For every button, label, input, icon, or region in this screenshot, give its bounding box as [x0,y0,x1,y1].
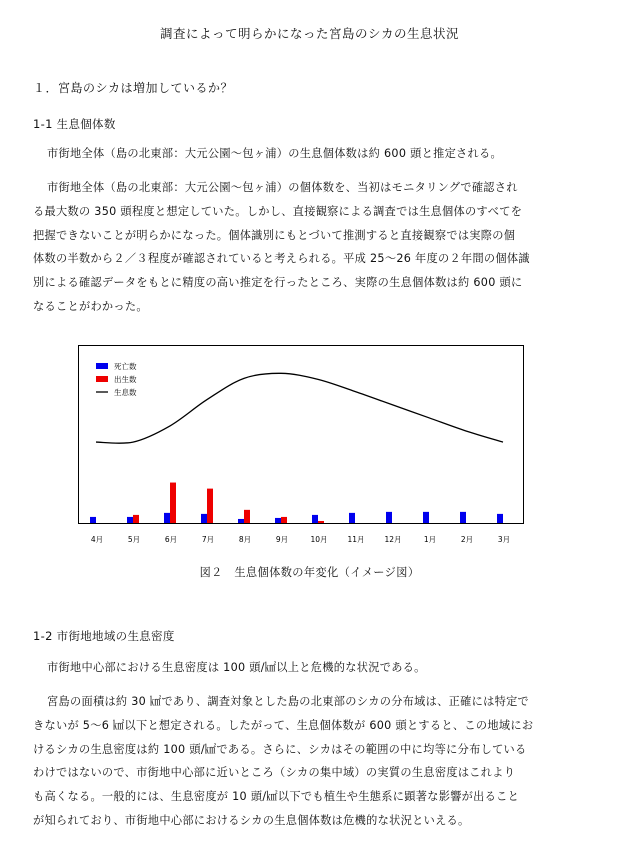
legend-swatch-deaths [96,363,108,369]
population-chart-svg [78,345,524,557]
bar-births [133,515,139,523]
x-tick-label: 6月 [164,535,178,544]
bar-births [318,521,324,523]
x-tick-labels [91,535,510,544]
bar-deaths [90,517,96,523]
x-tick-label: 9月 [275,535,289,544]
legend [96,361,137,397]
body-line: も高くなる。一般的には、生息密度が 10 頭/㎢以下でも植生や生態系に顕著な影響が出ること [33,790,520,804]
bar-deaths [127,517,133,523]
x-tick-label: 2月 [460,535,474,544]
population-chart [78,345,524,544]
bar-births [170,483,176,523]
x-tick-label: 10月 [310,535,328,544]
legend-label-population: 生息数 [114,388,137,397]
section-heading: １．宮島のシカは増加しているか？ [33,81,234,95]
body-line: 宮島の面積は約 30 ㎢であり、調査対象とした島の北東部のシカの分布域は、正確には特定で [47,695,530,708]
body-density [33,690,593,833]
body-line: 体数の半数から２／３程度が確認されていると考えられる。平成 25〜26 年度の２年間の個体識 [33,252,530,266]
body-line: 別による確認データをもとに精度の高い推定を行ったところ、実際の生息個体数は約 600 頭に [33,276,523,290]
bar-deaths [275,518,281,523]
page-title: 調査によって明らかになった宮島のシカの生息状況 [159,26,459,41]
body-line: けるシカの生息密度は約 100 頭/㎢である。さらに、シカはその範囲の中に均等に分布している [33,742,527,756]
body-line: きないが 5〜6 ㎢以下と想定される。したがって、生息個体数が 600 頭とすると、この地域にお [33,718,534,732]
body-line: る最大数の 350 頭程度と想定していた。しかし、直接観察による調査では生息個体のすべてを [33,204,523,218]
summary-density: 市街地中心部における生息密度は 100 頭/㎢以上と危機的な状況である。 [47,661,426,674]
bar-births [244,510,250,523]
bar-deaths [201,514,207,523]
bar-births [207,489,213,523]
bar-deaths [423,512,429,523]
summary-population: 市街地全体（島の北東部：大元公園〜包ヶ浦）の生息個体数は約 600 頭と推定される。 [47,147,503,160]
legend-swatch-births [96,376,108,382]
x-tick-label: 8月 [238,535,252,544]
bar-deaths [349,513,355,523]
x-tick-label: 11月 [347,535,365,544]
body-line: が知られており、市街地中心部におけるシカの生息個体数は危機的な状況といえる。 [33,813,470,827]
legend-label-births: 出生数 [114,375,137,384]
legend-label-deaths: 死亡数 [114,362,137,371]
bar-deaths [460,512,466,523]
x-tick-label: 7月 [201,535,215,544]
bar-deaths [312,515,318,523]
bar-deaths [386,512,392,523]
bar-deaths [497,514,503,523]
x-tick-label: 4月 [90,535,104,544]
figure-caption: 図２ 生息個体数の年変化（イメージ図） [199,566,420,579]
body-line: なることがわかった。 [33,299,148,313]
body-line: 市街地全体（島の北東部：大元公園〜包ヶ浦）の個体数を、当初はモニタリングで確認され [47,181,518,194]
bar-deaths [164,513,170,523]
plot-frame [79,346,524,524]
body-line: 把握できないことが明らかになった。個体識別にもとづいて推測すると直接観察では実際の個 [33,228,516,242]
x-tick-label: 3月 [497,535,511,544]
x-tick-label: 12月 [384,535,402,544]
body-line: わけではないので、市街地中心部に近いところ（シカの集中域）の実質の生息密度はこれより [33,766,516,780]
x-tick-label: 5月 [127,535,141,544]
subsection-heading-population: 1-1 生息個体数 [33,117,116,131]
bar-births [281,517,287,523]
x-tick-label: 1月 [423,535,437,544]
subsection-heading-density: 1-2 市街地地域の生息密度 [33,629,175,643]
body-population [33,176,593,319]
bar-deaths [238,519,244,523]
